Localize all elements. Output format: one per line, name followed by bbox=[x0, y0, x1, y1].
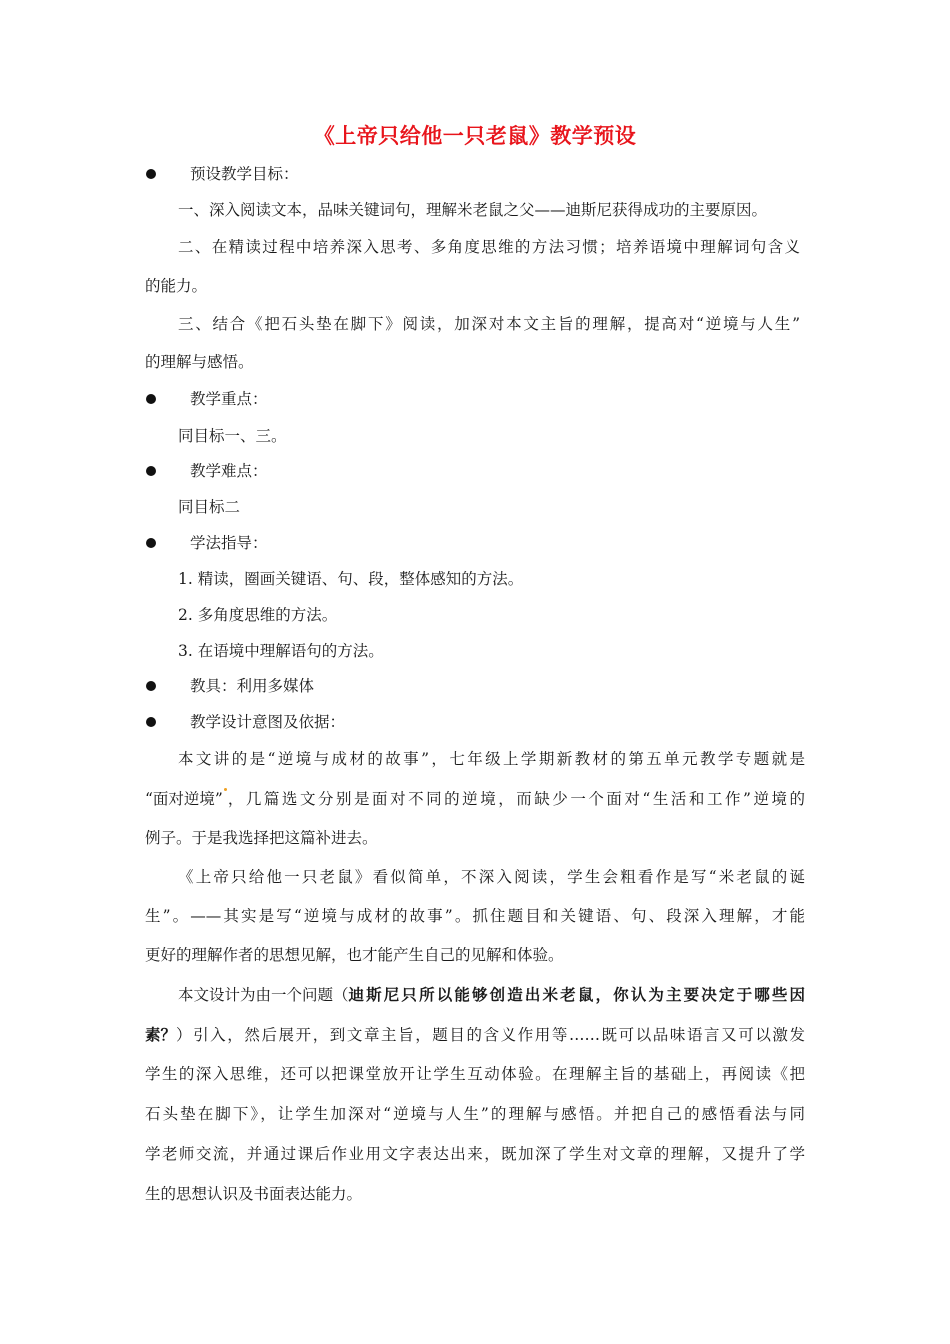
para-3-line-6: 生的思想认识及书面表达能力。 bbox=[145, 1185, 363, 1203]
para-3-line-2 bbox=[145, 1024, 805, 1046]
goal-3-line-1: 三、结合《把石头垫在脚下》阅读，加深对本文主旨的理解，提高对“逆境与人生” bbox=[178, 315, 800, 333]
para-2-line-3: 更好的理解作者的思想见解，也才能产生自己的见解和体验。 bbox=[145, 946, 564, 964]
goal-1: 一、深入阅读文本，品味关键词句，理解米老鼠之父——迪斯尼获得成功的主要原因。 bbox=[178, 201, 768, 219]
bullet-icon bbox=[146, 169, 156, 179]
para-3-question: 迪斯尼只所以能够创造出米老鼠，你认为主要决定于哪些因 bbox=[348, 985, 805, 1004]
bullet-icon bbox=[146, 681, 156, 691]
method-3: 3. 在语境中理解语句的方法。 bbox=[178, 642, 384, 660]
para-3-line-1 bbox=[178, 984, 805, 1006]
para-3-line-1-start: 本文设计为由一个问题（ bbox=[178, 986, 349, 1004]
key-text: 同目标一、三。 bbox=[178, 427, 287, 445]
para-3-line-3: 学生的深入思维，还可以把课堂放开让学生互动体验。在理解主旨的基础上，再阅读《把 bbox=[145, 1065, 805, 1083]
para-3-line-4: 石头垫在脚下》，让学生加深对“逆境与人生”的理解与感悟。并把自己的感悟看法与同 bbox=[145, 1105, 805, 1123]
method-1: 1. 精读，圈画关键语、句、段，整体感知的方法。 bbox=[178, 570, 524, 588]
para-3-line-5: 学老师交流，并通过课后作业用文字表达出来，既加深了学生对文章的理解，又提升了学 bbox=[145, 1145, 805, 1163]
para-1-line-2 bbox=[145, 788, 805, 810]
bullet-icon bbox=[146, 394, 156, 404]
document-title: 《上帝只给他一只老鼠》教学预设 bbox=[313, 123, 637, 148]
orange-dot-mark bbox=[224, 788, 227, 791]
goal-3-line-2: 的理解与感悟。 bbox=[145, 353, 254, 371]
method-2: 2. 多角度思维的方法。 bbox=[178, 606, 338, 624]
tools-text: 教具：利用多媒体 bbox=[190, 677, 315, 695]
key-heading: 教学重点： bbox=[190, 390, 268, 408]
para-1-quote: “面对逆境” bbox=[145, 790, 223, 808]
para-1-line-3: 例子。于是我选择把这篇补进去。 bbox=[145, 829, 378, 847]
method-heading: 学法指导： bbox=[190, 534, 268, 552]
para-3-question-end: 素？ bbox=[145, 1025, 177, 1044]
design-heading: 教学设计意图及依据： bbox=[190, 713, 346, 731]
para-2-line-2: 生”。——其实是写“逆境与成材的故事”。抓住题目和关键语、句、段深入理解，才能 bbox=[145, 907, 805, 925]
bullet-icon bbox=[146, 717, 156, 727]
goals-heading: 预设教学目标： bbox=[190, 165, 299, 183]
goal-2-line-2: 的能力。 bbox=[145, 277, 208, 295]
para-3-line-2-rest: ）引入，然后展开，到文章主旨，题目的含义作用等……既可以品味语言又可以激发 bbox=[176, 1026, 805, 1044]
para-1-line-2-rest: ，几篇选文分别是面对不同的逆境，而缺少一个面对“生活和工作”逆境的 bbox=[227, 790, 805, 808]
goal-2-line-1: 二、在精读过程中培养深入思考、多角度思维的方法习惯；培养语境中理解词句含义 bbox=[178, 238, 800, 256]
para-2-line-1: 《上帝只给他一只老鼠》看似简单，不深入阅读，学生会粗看作是写“米老鼠的诞 bbox=[178, 868, 805, 886]
bullet-icon bbox=[146, 466, 156, 476]
para-1-line-1: 本文讲的是“逆境与成材的故事”，七年级上学期新教材的第五单元教学专题就是 bbox=[178, 750, 805, 768]
difficulty-text: 同目标二 bbox=[178, 498, 241, 516]
bullet-icon bbox=[146, 538, 156, 548]
difficulty-heading: 教学难点： bbox=[190, 462, 268, 480]
